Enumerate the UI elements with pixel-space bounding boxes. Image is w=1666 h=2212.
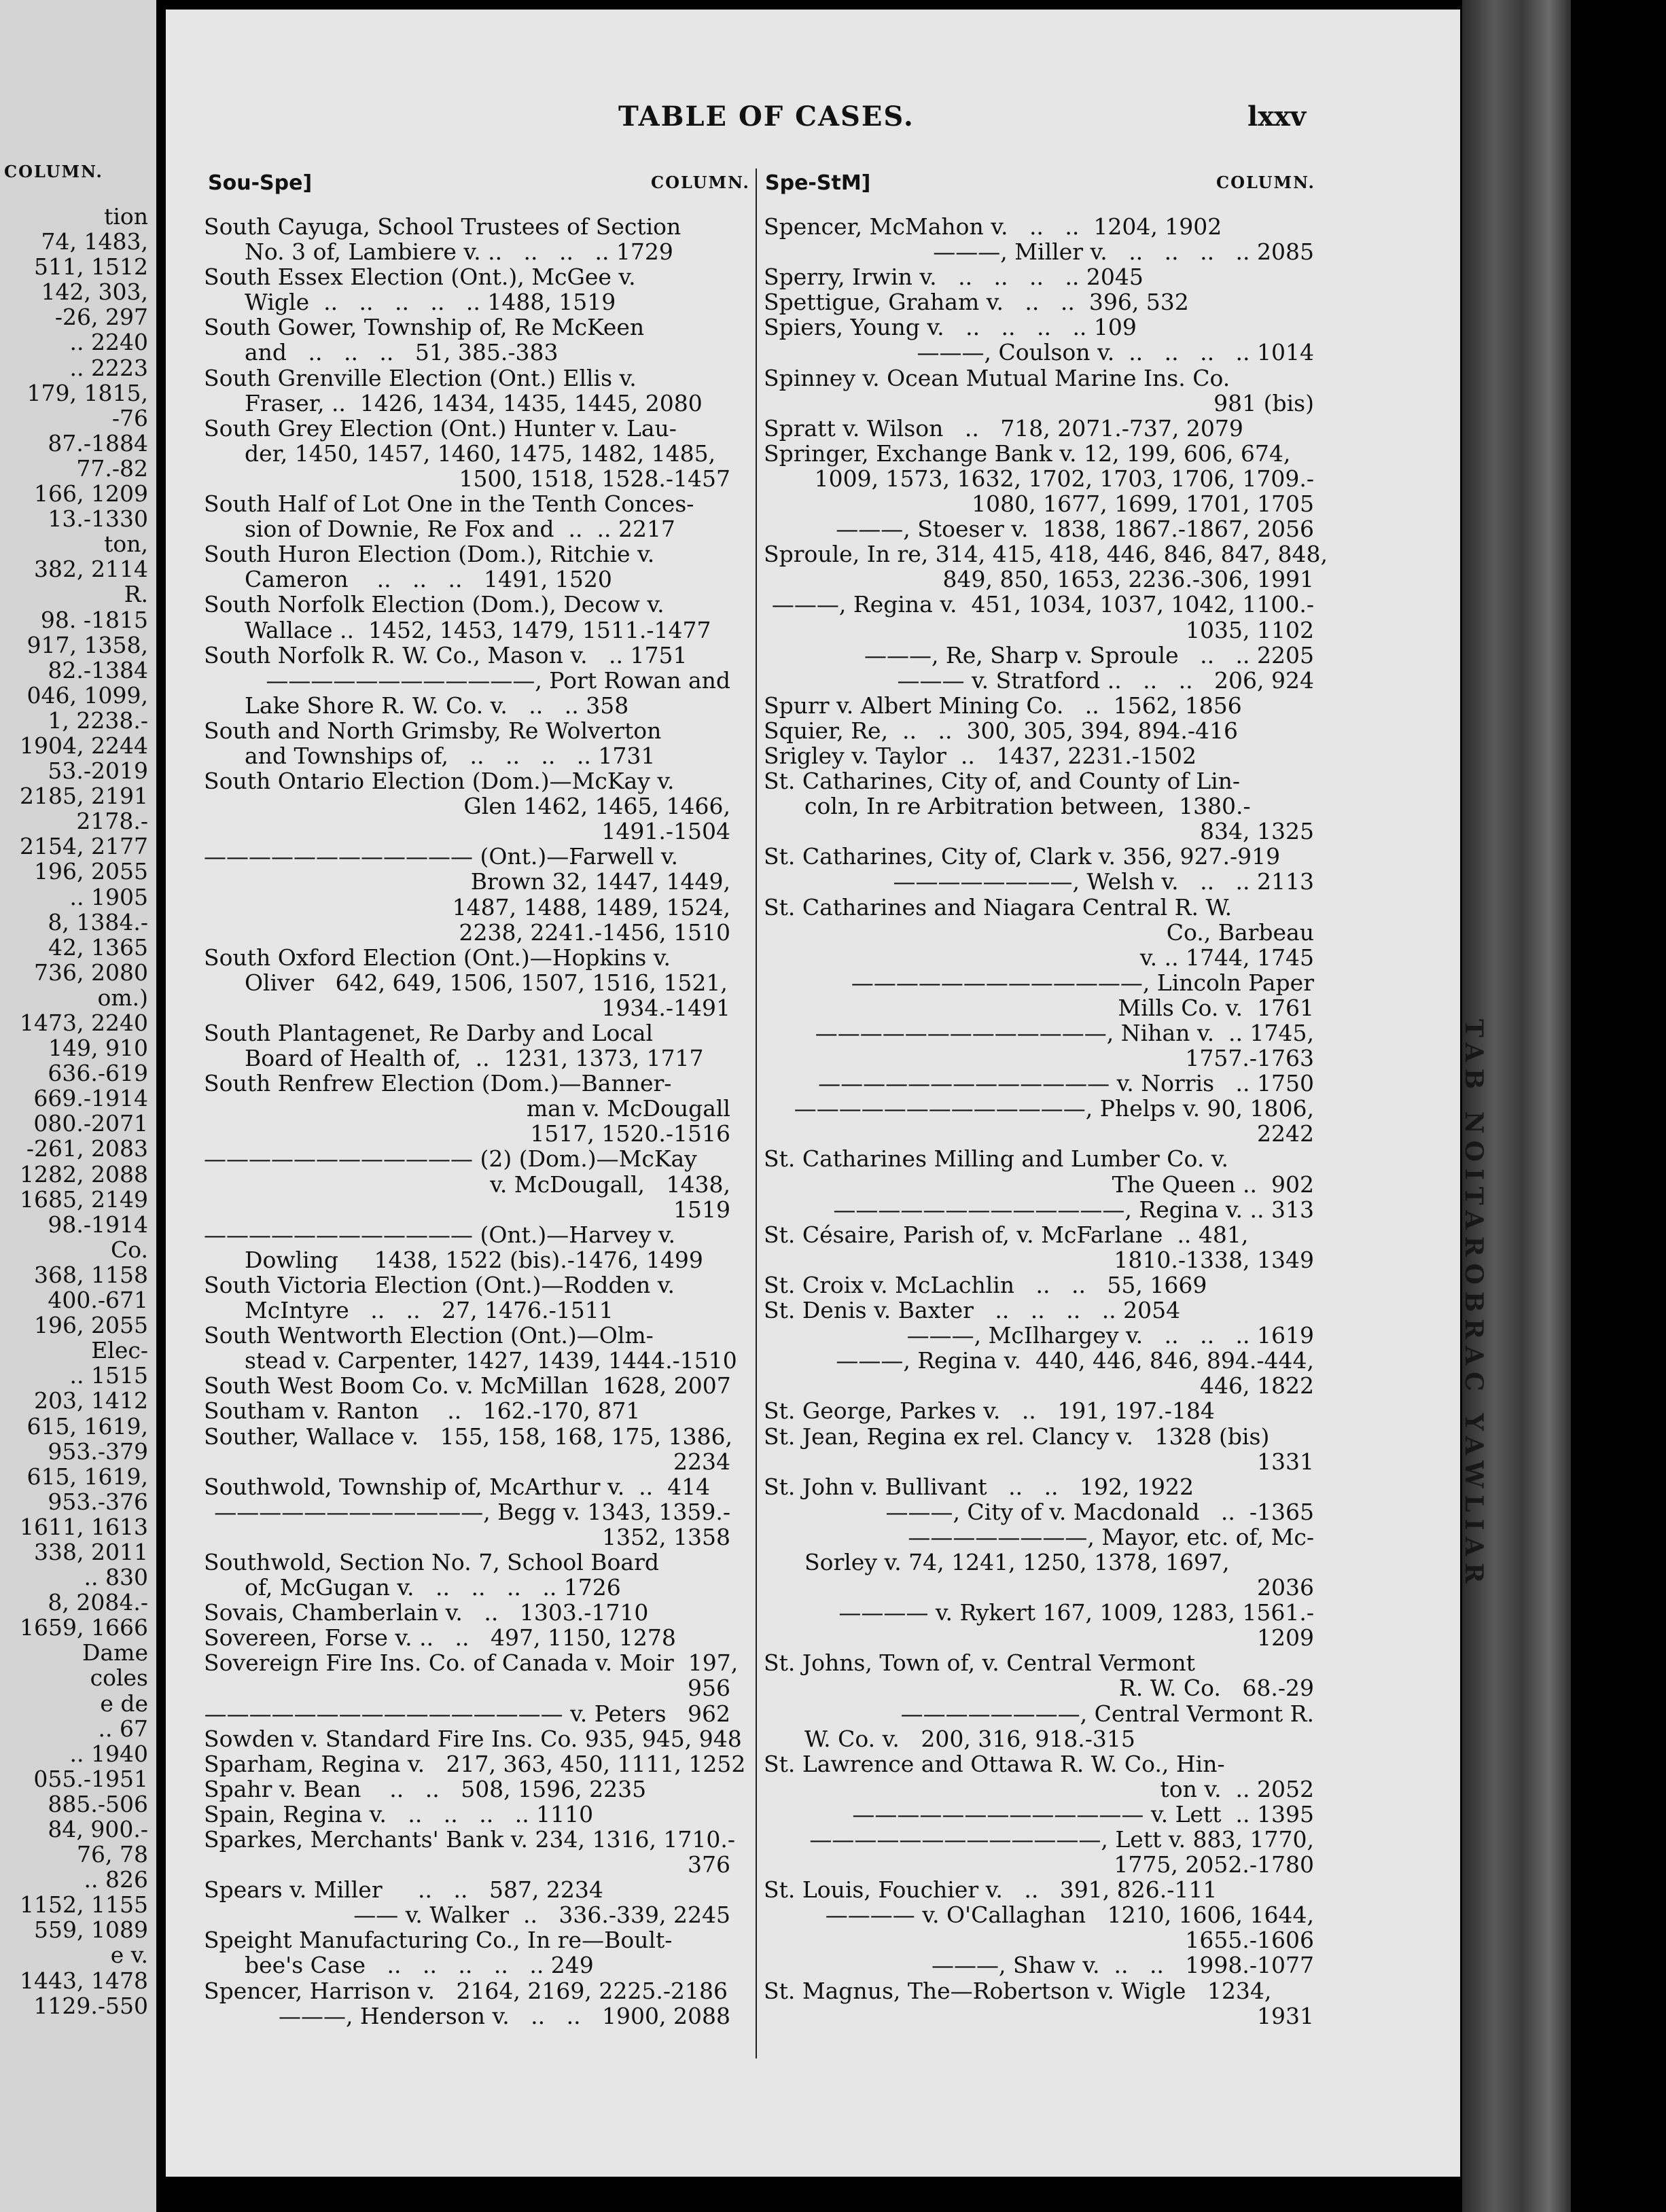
case-entry [204, 1474, 730, 1550]
case-entry-line: 1080, 1677, 1699, 1701, 1705 [972, 490, 1314, 518]
case-entry [204, 1322, 737, 1374]
case-entry-line: Srigley v. Taylor .. 1437, 2231.-1502 [764, 742, 1197, 769]
facing-page-line: Elec- [91, 1337, 148, 1364]
facing-page-line: .. 1940 [69, 1740, 148, 1767]
facing-page-line: 13.-1330 [48, 505, 148, 533]
spine-stamp: TAB NOITAROBRAC YAWLIAR [1459, 1019, 1488, 1590]
facing-page-line: coles [90, 1664, 148, 1692]
case-entry-line: St. Catharines Milling and Lumber Co. v. [764, 1145, 1229, 1173]
case-entry-line: —————————————, Phelps v. 90, 1806, [794, 1095, 1314, 1122]
facing-page-line: 368, 1158 [34, 1261, 148, 1288]
facing-page-line: 2185, 2191 [20, 783, 148, 810]
case-entry-line: South Wentworth Election (Ont.)—Olm- [204, 1322, 654, 1349]
case-entry-line: Spettigue, Graham v. .. .. 396, 532 [764, 289, 1189, 316]
facing-page-line: 8, 1384.- [48, 908, 148, 935]
case-entry-line: v. McDougall, 1438, [490, 1171, 730, 1198]
facing-page-line: R. [124, 581, 148, 608]
facing-page-line: .. 826 [84, 1866, 148, 1893]
facing-page-line: -26, 297 [54, 304, 148, 331]
facing-page-line: 84, 900.- [48, 1816, 148, 1842]
case-entry [204, 768, 730, 844]
facing-page-line: 8, 2084.- [48, 1589, 148, 1616]
case-entry [204, 1802, 730, 1827]
case-entry-line: Co., Barbeau [1166, 918, 1314, 946]
facing-page-line: .. 2223 [69, 354, 148, 381]
case-entry [764, 1877, 1314, 1978]
case-entry [204, 1978, 730, 2029]
page-number: lxxv [1247, 101, 1307, 132]
facing-page-line: 953.-376 [48, 1488, 148, 1515]
case-entry-line: The Queen .. 902 [1112, 1171, 1314, 1198]
case-entry-line: South Gower, Township of, Re McKeen [204, 314, 645, 341]
case-entry-line: 1655.-1606 [1185, 1927, 1314, 1954]
facing-page-line: e v. [110, 1942, 148, 1969]
case-entry [204, 491, 730, 541]
case-entry [764, 1146, 1314, 1221]
case-entry-line: Dowling 1438, 1522 (bis).-1476, 1499 [245, 1246, 703, 1273]
case-entry [764, 1298, 1314, 1398]
case-entry [204, 945, 730, 1020]
case-entry-line: McIntyre .. .. 27, 1476.-1511 [245, 1297, 614, 1324]
case-entry-line: and Townships of, .. .. .. .. 1731 [245, 742, 656, 769]
case-entry [204, 1625, 730, 1650]
case-entry [204, 1550, 730, 1600]
case-entry-line: 1491.-1504 [601, 818, 730, 845]
case-entry [764, 768, 1314, 844]
case-entry-line: Sovais, Chamberlain v. .. 1303.-1710 [204, 1599, 649, 1626]
left-column-label: COLUMN. [651, 173, 750, 192]
case-entry-line: W. Co. v. 200, 316, 918.-315 [804, 1725, 1135, 1752]
facing-page-line: tion [104, 203, 148, 230]
case-entry [204, 643, 730, 718]
case-entry-line: v. .. 1744, 1745 [1139, 944, 1314, 971]
facing-page-fragments [20, 204, 148, 2018]
facing-page-line: 917, 1358, [26, 631, 148, 658]
facing-page-line: 77.-82 [76, 454, 148, 482]
case-entry [204, 1020, 730, 1071]
case-entry-line: 1331 [1257, 1448, 1314, 1475]
facing-page-line: 203, 1412 [34, 1387, 148, 1414]
case-entry-line: St. Magnus, The—Robertson v. Wigle 1234, [764, 1977, 1272, 2004]
case-entry-line: St. Jean, Regina ex rel. Clancy v. 1328 (bis) [764, 1423, 1270, 1450]
case-entry-line: 2036 [1257, 1574, 1314, 1601]
facing-page-line: 1443, 1478 [20, 1967, 148, 1994]
left-case-list [204, 213, 746, 2029]
case-entry [204, 1777, 730, 1802]
case-entry-line: St. Catharines and Niagara Central R. W. [764, 893, 1233, 921]
case-entry-line: ———————————— (Ont.)—Farwell v. [204, 843, 678, 870]
facing-page-column-label: COLUMN. [4, 162, 103, 181]
facing-page-line: .. 1905 [69, 883, 148, 910]
case-entry [764, 541, 1328, 694]
case-entry-line: Brown 32, 1447, 1449, [470, 868, 730, 895]
facing-page-line: 98.-1914 [48, 1211, 148, 1238]
case-entry-line: 2238, 2241.-1456, 1510 [459, 918, 730, 946]
case-entry [764, 693, 1314, 718]
case-entry-line: Spratt v. Wilson .. 718, 2071.-737, 2079 [764, 414, 1243, 442]
case-entry-line: Sowden v. Standard Fire Ins. Co. 935, 945, 948 [204, 1725, 742, 1752]
case-entry-line: Sovereen, Forse v. .. .. 497, 1150, 1278 [204, 1624, 676, 1652]
case-entry [204, 592, 730, 642]
case-entry-line: Spears v. Miller .. .. 587, 2234 [204, 1876, 603, 1904]
case-entry-line: ———————————— (2) (Dom.)—McKay [204, 1145, 697, 1173]
facing-page-line: 615, 1619, [26, 1412, 148, 1440]
case-entry-line: ———, Henderson v. .. .. 1900, 2088 [278, 2002, 730, 2029]
case-entry [204, 1927, 730, 1978]
case-entry-line: ————————, Central Vermont R. [900, 1700, 1314, 1727]
case-entry-line: and .. .. .. 51, 385.-383 [245, 339, 559, 366]
case-entry-line: Springer, Exchange Bank v. 12, 199, 606, 674, [764, 440, 1291, 467]
case-entry-line: St. Johns, Town of, v. Central Vermont [764, 1649, 1195, 1677]
case-entry-line: 1517, 1520.-1516 [530, 1120, 730, 1147]
facing-page-line: ton, [104, 531, 148, 558]
case-entry-line: ———, McIlhargey v. .. .. .. 1619 [906, 1322, 1314, 1349]
case-entry-line: ———————————— (Ont.)—Harvey v. [204, 1221, 676, 1248]
case-entry [764, 264, 1314, 289]
case-entry-line: Squier, Re, .. .. 300, 305, 394, 894.-416 [764, 717, 1238, 744]
case-entry [204, 264, 730, 315]
case-entry [204, 1750, 746, 1777]
facing-page-line: 2178.- [76, 808, 148, 835]
case-entry [204, 1373, 730, 1398]
case-entry-line: South Essex Election (Ont.), McGee v. [204, 264, 636, 291]
case-entry-line: ————————————, Begg v. 1343, 1359.- [214, 1498, 730, 1525]
facing-page-line: 1152, 1155 [20, 1891, 148, 1919]
case-entry-line: Sparham, Regina v. 217, 363, 450, 1111, 1252 [204, 1750, 746, 1777]
case-entry [764, 743, 1314, 768]
case-entry-line: 981 (bis) [1213, 389, 1314, 416]
case-entry [764, 365, 1314, 416]
case-entry [764, 1474, 1314, 1651]
facing-page-line: 055.-1951 [33, 1765, 148, 1792]
case-entry-line: 1810.-1338, 1349 [1114, 1246, 1314, 1273]
case-entry-line: der, 1450, 1457, 1460, 1475, 1482, 1485, [245, 440, 716, 467]
case-entry [764, 416, 1314, 441]
case-entry-line: 1487, 1488, 1489, 1524, [452, 893, 730, 921]
facing-page-line: .. 830 [84, 1564, 148, 1591]
facing-page-line: 400.-671 [48, 1287, 148, 1314]
case-entry [764, 1424, 1314, 1474]
case-entry-line: St. Croix v. McLachlin .. .. 55, 1669 [764, 1271, 1207, 1298]
case-entry-line: ————————, Welsh v. .. .. 2113 [893, 868, 1314, 895]
case-entry [764, 289, 1314, 315]
case-entry [764, 1978, 1314, 2029]
facing-page-line: 53.-2019 [48, 757, 148, 785]
case-entry-line: St. Catharines, City of, and County of Lin- [764, 768, 1241, 795]
case-entry-line: ———— v. Rykert 167, 1009, 1283, 1561.- [838, 1599, 1314, 1626]
case-entry [764, 315, 1314, 365]
case-entry-line: ———, Miller v. .. .. .. .. 2085 [933, 238, 1314, 266]
facing-page-line: .. 67 [98, 1715, 148, 1742]
facing-page-line: 76, 78 [77, 1841, 148, 1868]
facing-page-line: 080.-2071 [33, 1110, 148, 1137]
facing-page-line: 1685, 2149 [20, 1185, 148, 1213]
case-entry-line: —————————————, Nihan v. .. 1745, [815, 1020, 1314, 1046]
case-entry [204, 1398, 730, 1423]
case-entry-line: 376 [688, 1851, 730, 1878]
facing-page-line: 98. -1815 [40, 606, 148, 633]
case-entry-line: 1519 [673, 1196, 730, 1223]
case-entry-line: South West Boom Co. v. McMillan 1628, 2007 [204, 1372, 731, 1399]
case-entry-line: —————————————, Lett v. 883, 1770, [809, 1826, 1314, 1853]
case-entry-line: South Oxford Election (Ont.)—Hopkins v. [204, 944, 671, 971]
facing-page-line: .. 2240 [69, 329, 148, 356]
case-entry-line: Southwold, Section No. 7, School Board [204, 1548, 659, 1575]
case-entry-line: Sperry, Irwin v. .. .. .. .. 2045 [764, 264, 1144, 291]
facing-page-line: 953.-379 [48, 1438, 148, 1465]
case-entry-line: 1934.-1491 [601, 994, 730, 1021]
case-entry-line: ———— v. O'Callaghan 1210, 1606, 1644, [825, 1902, 1314, 1929]
facing-page-line: 046, 1099, [26, 681, 148, 709]
case-entry-line: Spencer, McMahon v. .. .. 1204, 1902 [764, 213, 1222, 240]
case-entry-line: Mills Co. v. 1761 [1118, 994, 1314, 1021]
case-entry [764, 895, 1314, 1147]
case-entry-line: 1757.-1763 [1185, 1045, 1314, 1072]
case-entry [764, 214, 1314, 264]
facing-page-line: .. 1515 [69, 1362, 148, 1389]
case-entry [764, 1222, 1314, 1272]
case-entry-line: South Cayuga, School Trustees of Section [204, 213, 681, 240]
facing-page-line: 669.-1914 [33, 1085, 148, 1112]
case-entry-line: ————————, Mayor, etc. of, Mc- [908, 1523, 1314, 1550]
facing-page-line: 1904, 2244 [20, 732, 148, 759]
case-entry-line: 1009, 1573, 1632, 1702, 1703, 1706, 1709.- [814, 465, 1314, 492]
case-entry-line: Southam v. Ranton .. 162.-170, 871 [204, 1397, 641, 1425]
facing-page-line: 1282, 2088 [20, 1160, 148, 1188]
case-entry-line: 1931 [1257, 2002, 1314, 2029]
case-entry [204, 1826, 736, 1878]
case-entry-line: Sparkes, Merchants' Bank v. 234, 1316, 1710.- [204, 1826, 736, 1853]
case-entry [204, 1272, 730, 1323]
case-entry-line: sion of Downie, Re Fox and .. .. 2217 [245, 516, 675, 543]
case-entry-line: Speight Manufacturing Co., In re—Boult- [204, 1927, 673, 1954]
case-entry-line: Wallace .. 1452, 1453, 1479, 1511.-1477 [245, 616, 711, 643]
case-entry-line: South Grenville Election (Ont.) Ellis v. [204, 364, 637, 391]
case-entry-line: ————————————— v. Lett .. 1395 [852, 1800, 1314, 1827]
case-entry-line: St. Louis, Fouchier v. .. 391, 826.-111 [764, 1876, 1218, 1904]
case-entry-line: No. 3 of, Lambiere v. .. .. .. .. 1729 [245, 238, 673, 266]
case-entry-line: Lake Shore R. W. Co. v. .. .. 358 [245, 692, 629, 719]
case-entry [204, 214, 730, 264]
case-entry-line: 2234 [673, 1448, 730, 1475]
facing-page-edge [0, 0, 156, 2212]
case-entry-line: ———, Regina v. 451, 1034, 1037, 1042, 1100.- [771, 591, 1314, 618]
case-entry-line: ———, Shaw v. .. .. 1998.-1077 [932, 1952, 1314, 1979]
case-entry-line: Sovereign Fire Ins. Co. of Canada v. Moir 197, [204, 1649, 739, 1677]
facing-page-line: 1473, 2240 [20, 1010, 148, 1036]
case-entry-line: Southwold, Township of, McArthur v. .. 414 [204, 1473, 711, 1500]
case-entry-line: South and North Grimsby, Re Wolverton [204, 717, 662, 744]
case-entry [204, 541, 730, 592]
case-entry [204, 1649, 739, 1727]
facing-page-line: -261, 2083 [26, 1135, 148, 1162]
case-entry-line: Sproule, In re, 314, 415, 418, 446, 846, 847, 848, [764, 541, 1328, 568]
facing-page-line: 615, 1619, [26, 1463, 148, 1490]
facing-page-line: 1611, 1613 [20, 1513, 148, 1540]
facing-page-line: 736, 2080 [34, 959, 148, 986]
case-entry-line: 834, 1325 [1200, 818, 1314, 845]
case-entry-line: 1500, 1518, 1528.-1457 [459, 465, 730, 492]
facing-page-line: 87.-1884 [48, 429, 148, 457]
case-entry [764, 1272, 1314, 1298]
case-entry-line: man v. McDougall [526, 1095, 730, 1122]
facing-page-line: -76 [111, 404, 148, 431]
case-entry [204, 1725, 742, 1752]
facing-page-line: 42, 1365 [48, 933, 148, 961]
case-entry-line: Oliver 642, 649, 1506, 1507, 1516, 1521, [245, 969, 728, 996]
facing-page-line: Dame [82, 1639, 148, 1666]
case-entry [204, 365, 730, 416]
facing-page-line: 559, 1089 [34, 1916, 148, 1944]
case-entry-line: South Huron Election (Dom.), Ritchie v. [204, 541, 655, 568]
case-entry-line: ———, Regina v. 440, 446, 846, 894.-444, [836, 1347, 1314, 1374]
case-entry-line: South Ontario Election (Dom.)—McKay v. [204, 768, 675, 795]
facing-page-line: 1, 2238.- [48, 707, 148, 734]
case-entry-line: Board of Health of, .. 1231, 1373, 1717 [245, 1045, 704, 1072]
case-entry-line: St. George, Parkes v. .. 191, 197.-184 [764, 1397, 1215, 1425]
case-entry [204, 718, 730, 768]
case-entry-line: 2242 [1257, 1120, 1314, 1147]
case-entry-line: 1209 [1257, 1624, 1314, 1652]
facing-page-line: 142, 303, [41, 279, 148, 306]
facing-page-line: 196, 2055 [34, 1312, 148, 1339]
case-entry-line: Fraser, .. 1426, 1434, 1435, 1445, 2080 [245, 389, 703, 416]
case-entry-line: South Victoria Election (Ont.)—Rodden v. [204, 1271, 675, 1298]
case-entry [204, 1424, 730, 1474]
case-entry [204, 1877, 730, 1927]
case-entry-line: bee's Case .. .. .. .. .. 249 [245, 1952, 594, 1979]
facing-page-line: 149, 910 [48, 1035, 148, 1062]
case-entry-line: ton v. .. 2052 [1160, 1775, 1314, 1802]
facing-page-line: om.) [97, 984, 148, 1011]
case-entry-line: South Renfrew Election (Dom.)—Banner- [204, 1070, 672, 1097]
case-entry-line: Spiers, Young v. .. .. .. .. 109 [764, 314, 1137, 341]
case-entry-line: ———, Coulson v. .. .. .. .. 1014 [917, 339, 1314, 366]
case-entry-line: South Norfolk Election (Dom.), Decow v. [204, 591, 664, 618]
facing-page-line: 74, 1483, [41, 228, 148, 255]
case-entry-line: Souther, Wallace v. 155, 158, 168, 175, 1386, [204, 1423, 732, 1450]
case-entry [204, 1222, 730, 1272]
case-entry-line: —————————————, Lincoln Paper [851, 969, 1314, 996]
case-entry-line: Glen 1462, 1465, 1466, [463, 793, 730, 820]
facing-page-line: 1659, 1666 [20, 1614, 148, 1641]
facing-page-line: 166, 1209 [34, 480, 148, 507]
case-entry-line: ———, Stoeser v. 1838, 1867.-1867, 2056 [836, 516, 1314, 543]
case-entry-line: Spain, Regina v. .. .. .. .. 1110 [204, 1800, 594, 1827]
case-entry [204, 1146, 730, 1221]
case-entry-line: 446, 1822 [1200, 1372, 1314, 1399]
case-entry [764, 1650, 1314, 1751]
case-entry-line: South Grey Election (Ont.) Hunter v. Lau- [204, 414, 677, 442]
case-entry-line: stead v. Carpenter, 1427, 1439, 1444.-1510 [245, 1347, 737, 1374]
left-column-heading: Sou-Spe] [208, 171, 313, 195]
case-entry-line: ———, Re, Sharp v. Sproule .. .. 2205 [864, 641, 1314, 668]
facing-page-line: 196, 2055 [34, 858, 148, 885]
case-entry-line: ————————————, Port Rowan and [266, 666, 730, 694]
facing-page-line: 636.-619 [48, 1060, 148, 1087]
case-entry-line: Wigle .. .. .. .. .. 1488, 1519 [245, 289, 616, 316]
case-entry [764, 1398, 1314, 1423]
case-entry [764, 718, 1314, 743]
case-entry-line: St. Denis v. Baxter .. .. .. .. 2054 [764, 1297, 1181, 1324]
case-entry [204, 315, 730, 365]
case-entry-line: R. W. Co. 68.-29 [1118, 1675, 1314, 1702]
case-entry-line: —— v. Walker .. 336.-339, 2245 [353, 1902, 730, 1929]
case-entry-line: St. Césaire, Parish of, v. McFarlane .. 481, [764, 1221, 1249, 1248]
right-case-list [764, 213, 1328, 2029]
case-entry-line: ————————————— v. Norris .. 1750 [818, 1070, 1314, 1097]
case-entry-line: ———————————————— v. Peters 962 [204, 1700, 730, 1727]
running-title: TABLE OF CASES. [618, 101, 915, 132]
case-entry-line: ———, City of v. Macdonald .. -1365 [885, 1498, 1314, 1525]
case-entry [204, 1600, 730, 1625]
facing-page-line: 1129.-550 [33, 1992, 148, 2019]
case-entry-line: —————————————, Regina v. .. 313 [833, 1196, 1314, 1223]
case-entry-line: Spinney v. Ocean Mutual Marine Ins. Co. [764, 364, 1230, 391]
case-entry-line: South Norfolk R. W. Co., Mason v. .. 1751 [204, 641, 688, 668]
case-entry-line: South Half of Lot One in the Tenth Conces- [204, 490, 694, 518]
case-entry-line: coln, In re Arbitration between, 1380.- [804, 793, 1251, 820]
case-entry-line: 1352, 1358 [602, 1523, 730, 1550]
facing-page-line: e de [100, 1690, 148, 1717]
case-entry-line: of, McGugan v. .. .. .. .. 1726 [245, 1574, 621, 1601]
case-entry-line: Spahr v. Bean .. .. 508, 1596, 2235 [204, 1775, 647, 1802]
case-entry [204, 844, 730, 944]
facing-page-line: 2154, 2177 [20, 833, 148, 860]
case-entry-line: Cameron .. .. .. 1491, 1520 [245, 566, 612, 593]
case-entry-line: 956 [688, 1675, 730, 1702]
case-entry [764, 1751, 1314, 1877]
case-entry-line: 849, 850, 1653, 2236.-306, 1991 [942, 566, 1314, 593]
case-entry-line: 1035, 1102 [1186, 616, 1314, 643]
facing-page-line: 885.-506 [48, 1790, 148, 1817]
case-entry-line: St. Catharines, City of, Clark v. 356, 927.-919 [764, 843, 1281, 870]
facing-page-line: 338, 2011 [34, 1538, 148, 1565]
case-entry-line: St. Lawrence and Ottawa R. W. Co., Hin- [764, 1750, 1225, 1777]
facing-page-line: 511, 1512 [34, 253, 148, 281]
case-entry [204, 416, 730, 491]
case-entry-line: St. John v. Bullivant .. .. 192, 1922 [764, 1473, 1194, 1500]
right-column-label: COLUMN. [1216, 173, 1315, 192]
case-entry-line: 1775, 2052.-1780 [1114, 1851, 1314, 1878]
facing-page-line: 82.-1384 [48, 656, 148, 683]
case-entry-line: Spencer, Harrison v. 2164, 2169, 2225.-2186 [204, 1977, 728, 2004]
facing-page-line: Co. [110, 1236, 148, 1263]
case-entry [204, 1071, 730, 1146]
right-column-heading: Spe-StM] [765, 171, 871, 195]
facing-page-line: 382, 2114 [34, 556, 148, 583]
case-entry [764, 844, 1314, 894]
facing-page-line: 179, 1815, [26, 379, 148, 406]
case-entry [764, 441, 1314, 541]
case-entry-line: ——— v. Stratford .. .. .. 206, 924 [897, 666, 1314, 694]
case-entry-line: South Plantagenet, Re Darby and Local [204, 1020, 654, 1046]
case-entry-line: Sorley v. 74, 1241, 1250, 1378, 1697, [804, 1548, 1230, 1575]
case-entry-line: Spurr v. Albert Mining Co. .. 1562, 1856 [764, 692, 1242, 719]
column-divider [756, 168, 757, 2058]
